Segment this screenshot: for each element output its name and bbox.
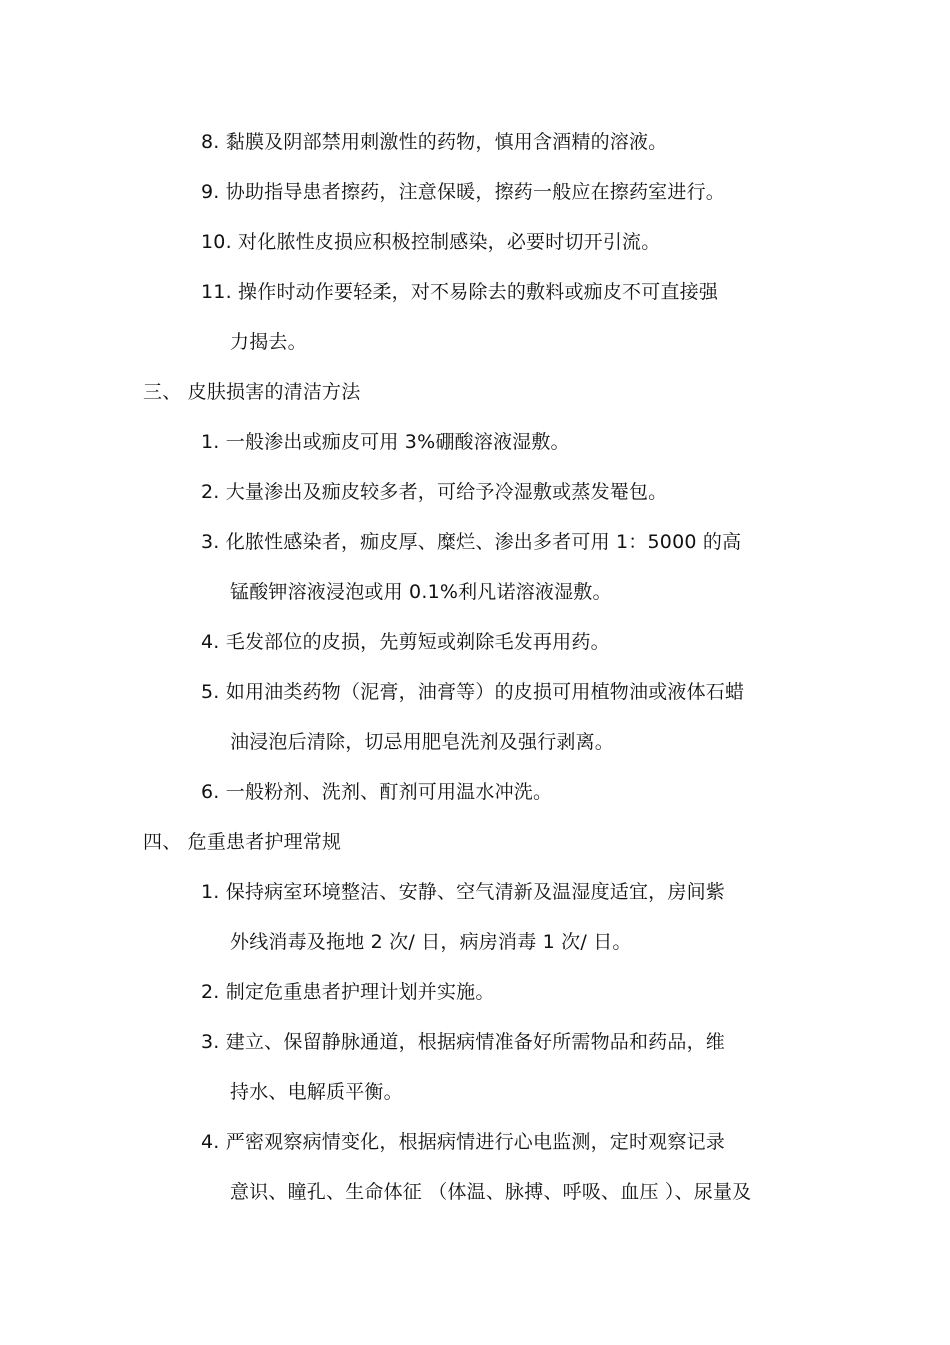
list-item: 6. 一般粉剂、洗剂、酊剂可用温水冲洗。	[201, 781, 553, 803]
list-item: 4. 毛发部位的皮损，先剪短或剃除毛发再用药。	[201, 631, 610, 653]
list-item-continuation: 持水、电解质平衡。	[230, 1081, 403, 1103]
list-item: 3. 化脓性感染者，痂皮厚、糜烂、渗出多者可用 1：5000 的高	[201, 531, 742, 553]
list-item: 1. 保持病室环境整洁、安静、空气清新及温湿度适宜，房间紫	[201, 881, 725, 903]
list-item-continuation: 油浸泡后清除，切忌用肥皂洗剂及强行剥离。	[230, 731, 615, 753]
list-item: 3. 建立、保留静脉通道，根据病情准备好所需物品和药品，维	[201, 1031, 725, 1053]
list-item: 9. 协助指导患者擦药，注意保暖，擦药一般应在擦药室进行。	[201, 181, 725, 203]
list-item-continuation: 外线消毒及拖地 2 次/ 日，病房消毒 1 次/ 日。	[230, 931, 632, 953]
list-item: 5. 如用油类药物（泥膏，油膏等）的皮损可用植物油或液体石蜡	[201, 681, 745, 703]
list-item: 4. 严密观察病情变化，根据病情进行心电监测，定时观察记录	[201, 1131, 725, 1153]
list-item: 11. 操作时动作要轻柔，对不易除去的敷料或痂皮不可直接强	[201, 281, 719, 303]
section-heading: 四、 危重患者护理常规	[143, 831, 342, 853]
section-heading: 三、 皮肤损害的清洁方法	[143, 381, 361, 403]
list-item: 2. 制定危重患者护理计划并实施。	[201, 981, 495, 1003]
list-item: 2. 大量渗出及痂皮较多者，可给予冷湿敷或蒸发罨包。	[201, 481, 668, 503]
list-item-continuation: 锰酸钾溶液浸泡或用 0.1%利凡诺溶液湿敷。	[230, 581, 612, 603]
list-item: 8. 黏膜及阴部禁用刺激性的药物，慎用含酒精的溶液。	[201, 131, 668, 153]
list-item-continuation: 力揭去。	[230, 331, 307, 353]
list-item-continuation: 意识、瞳孔、生命体征 （体温、脉搏、呼吸、血压 ）、尿量及	[230, 1181, 752, 1203]
list-item: 1. 一般渗出或痂皮可用 3%硼酸溶液湿敷。	[201, 431, 570, 453]
list-item: 10. 对化脓性皮损应积极控制感染，必要时切开引流。	[201, 231, 661, 253]
